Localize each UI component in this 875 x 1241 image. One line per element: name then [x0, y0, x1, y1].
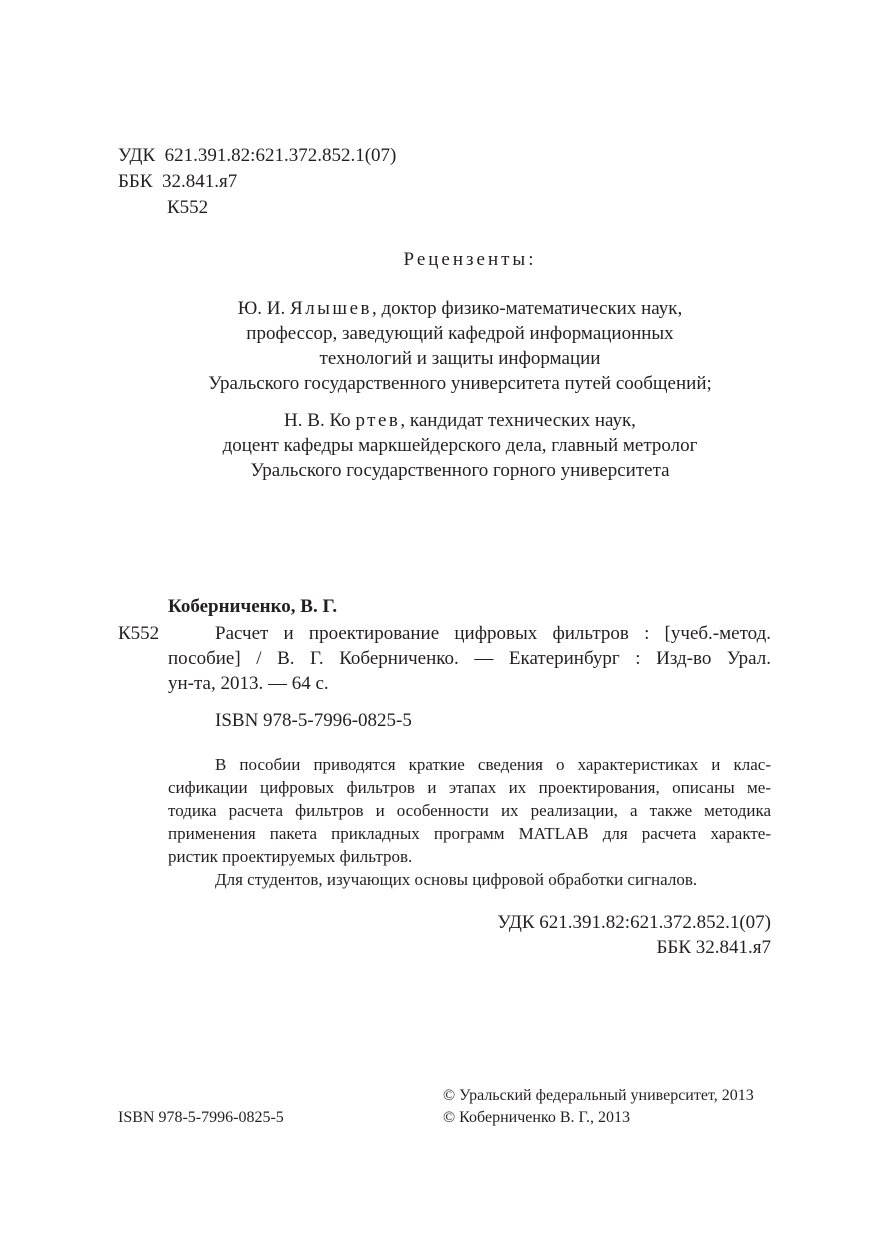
- reviewer2-surname-a: Ко: [329, 410, 351, 431]
- footer-isbn: ISBN 978-5-7996-0825-5: [118, 1109, 284, 1126]
- description-line1: Расчет и проектирование цифровых фильтров : [учеб.-метод.: [215, 623, 771, 644]
- annotation-line5: ристик проектируемых фильтров.: [168, 847, 413, 866]
- reviewers-heading: Рецензенты:: [403, 249, 537, 270]
- reviewer2-line2: доцент кафедры маркшейдерского дела, главный метролог: [222, 435, 698, 456]
- copyright-author: © Коберниченко В. Г., 2013: [443, 1109, 630, 1126]
- reviewer1-line4: Уральского государственного университета путей сообщений;: [208, 373, 712, 394]
- bbk-value: 32.841.я7: [162, 171, 238, 192]
- reviewer2-initials: Н. В.: [284, 410, 330, 431]
- isbn: ISBN 978-5-7996-0825-5: [215, 710, 412, 731]
- udk-line: [118, 143, 396, 169]
- udk-bottom: УДК 621.391.82:621.372.852.1(07): [497, 912, 771, 933]
- annotation-line4: применения пакета прикладных программ MATLAB для расчета характе-: [168, 824, 771, 843]
- udk-value: 621.391.82:621.372.852.1(07): [164, 145, 397, 166]
- reviewer1-line3: технологий и защиты информации: [319, 348, 601, 369]
- bbk-line: [118, 169, 237, 195]
- reviewer1-initials: Ю. И.: [237, 298, 291, 319]
- copyright-publisher: © Уральский федеральный университет, 2013: [443, 1087, 754, 1104]
- reviewer1-title: , доктор физико-математических наук,: [371, 298, 683, 319]
- author-heading: Коберниченко, В. Г.: [168, 596, 338, 617]
- annotation-line2: сификации цифровых фильтров и этапах их проектирования, описаны ме-: [168, 778, 771, 797]
- author-mark: К552: [118, 623, 160, 644]
- reviewer1-line2: профессор, заведующий кафедрой информационных: [246, 323, 674, 344]
- description-line2: пособие] / В. Г. Коберниченко. — Екатеринбург : Изд-во Урал.: [168, 648, 771, 669]
- bbk-bottom: ББК 32.841.я7: [656, 937, 771, 958]
- udk-label: УДК: [118, 145, 156, 166]
- reviewer1-line1: [140, 296, 780, 322]
- annotation-line3: тодика расчета фильтров и особенности их реализации, а также методика: [168, 801, 771, 820]
- annotation-audience: Для студентов, изучающих основы цифровой обработки сигналов.: [215, 870, 698, 889]
- annotation-line1: В пособии приводятся краткие сведения о характеристиках и клас-: [215, 755, 771, 774]
- reviewer2-line1: [140, 408, 780, 434]
- author-mark-top: К552: [167, 197, 209, 218]
- reviewer2-line3: Уральского государственного горного университета: [250, 460, 670, 481]
- reviewer2-surname-b: ртев: [355, 410, 401, 431]
- reviewer1-surname: Ялышев: [290, 298, 372, 319]
- description-line3: ун-та, 2013. — 64 с.: [168, 673, 329, 694]
- reviewer2-title: , кандидат технических наук,: [400, 410, 636, 431]
- bbk-label: ББК: [118, 171, 153, 192]
